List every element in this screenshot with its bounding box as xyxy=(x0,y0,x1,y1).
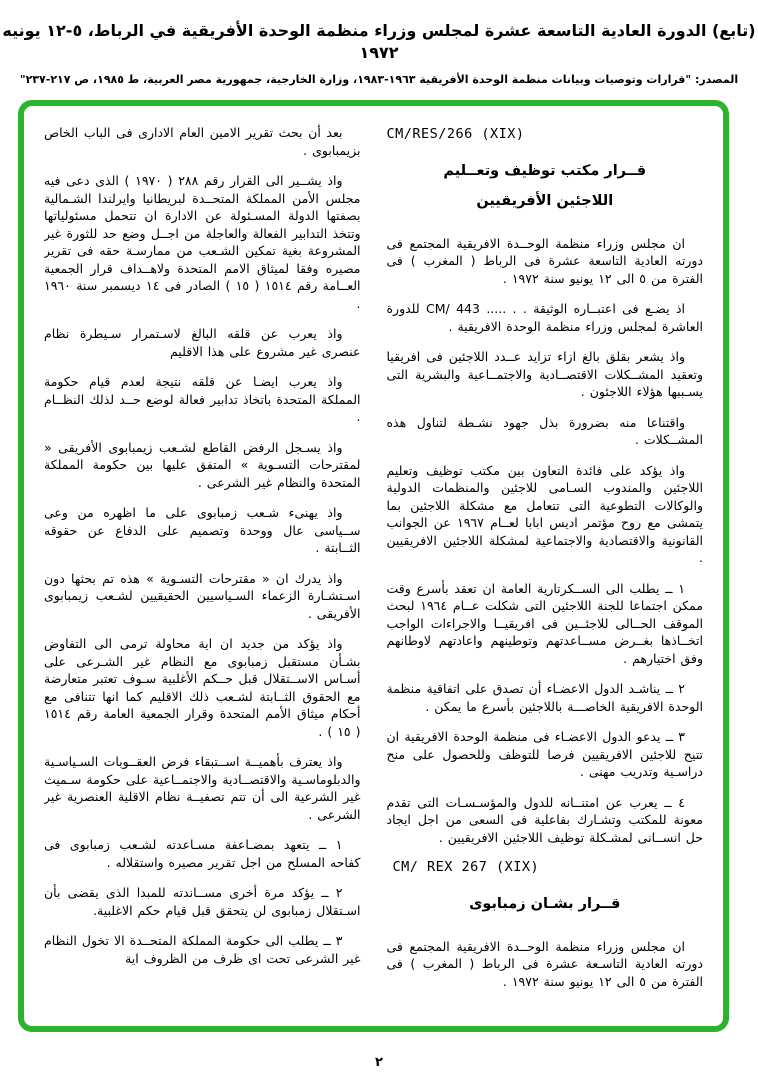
resolution-title-1 xyxy=(387,156,704,217)
resolution-title-1-line2: اللاجئين الأفريقيين xyxy=(476,193,614,210)
resolution-title-2 xyxy=(387,889,704,919)
paragraph: واذ يهنىء شـعب زمبابوى على ما اظهره من وعى ســياسى عال ووحدة وتصميم على الدفاع عن حقوقه الثــابتة . xyxy=(44,505,361,555)
paragraph: اذ يضـع فى اعتبــاره الوثيقة . . ..... CM/ 443 للدورة العاشرة لمجلس وزراء منظمة الوحدة الافريقية . xyxy=(386,301,703,334)
paragraph: ٢ ــ يناشـد الدول الاعضـاء أن تصدق على اتفاقية منظمة الوحدة الافريقية الخاصـــة باللاجئين بأسرع ما يمكن . xyxy=(386,681,703,714)
paragraph: ان مجلس وزراء منظمة الوحــدة الافريقية المجتمع فى دورته العادية التاسعة عشرة فى الرباط ( المغرب ) فى الفترة من ٥ الى ١٢ يونيو سنة ١٩٧٢ . xyxy=(386,235,703,286)
paragraph: واذ يدرك ان « مقترحات التسـوية » هذه تم بحثها دون اسـتشـارة الزعماء السـياسيين الحقيقيين لشـعب زيمبابوى الأفريقى . xyxy=(44,570,361,621)
resolution-title-1-line1: قــرار مكتب توظيف وتعــليم xyxy=(443,163,647,179)
column-right xyxy=(387,124,704,1014)
paragraph: ٣ ــ يطلب الى حكومة المملكة المتحــدة الا تخول النظام غير الشرعى تحت اى ظرف من الظروف اية xyxy=(44,933,361,966)
paragraph: ١ ــ يتعهد بمضـاعفة مسـاعدته لشـعب زمبابوى فى كفاحه المسلح من اجل تقرير مصيره واستقلاله . xyxy=(44,837,361,870)
source-citation: المصدر: "قرارات وتوصيات وبيانات منظمة الوحدة الأفريقية ١٩٦٣-١٩٨٣، وزارة الخارجية، جمهورية مصر العربية، ط ١٩٨٥، ص ٢١٧-٢٣٧" xyxy=(19,72,739,86)
page-number: ٢ xyxy=(375,1055,383,1070)
resolution-ref-1: CM/RES/266 (XIX) xyxy=(386,126,525,142)
document-frame xyxy=(18,100,729,1032)
paragraph: واذ يشعر بقلق بالغ ازاء تزايد عــدد اللاجئين فى افريقيا وتعقيد المشــكلات الاقتصــادية والاجتمــاعية والبشرية التى يسـببها هؤلاء اللاجئون . xyxy=(386,349,703,400)
paragraph: واذ يؤكد على فائدة التعاون بين مكتب توظيف وتعليم اللاجئين والمندوب السـامى للاجئين والمنظمات الدولية والوكالات التطوعية التى تتعامل مع مشكلة اللاجئين بما يتمشى مع روح مؤتمر اديس ابابا لعــام ١٩٦٧ عن الجوانب القانونية والاقتصادية والاجتماعية لمشكلة اللاجئين الافريقيين . xyxy=(386,462,703,566)
paragraph: واذ يعترف بأهميــة اســتبقاء فرض العقــوبات السـياسـية والدبلوماسـية والاقتصــادية والاجتمــاعية على حكومة سـميث غير الشرعية الى أن تتم تصفيــة نظام الاقلية العنصرية غير الشرعى . xyxy=(44,754,361,822)
paragraph: ١ ــ يطلب الى الســكرتارية العامة ان تعقد بأسرع وقت ممكن اجتماعا للجنة اللاجئين التى شكلت عــام ١٩٦٤ لبحث الموقف الحــالى للاجئــين فى افريقيــا والاجراءات الواجب اتخــاذها بغــرض مســاعدتهم وتوطينهم واعادتهم لاوطانهم وفق اختيارهم . xyxy=(386,580,703,666)
paragraph: بعد أن بحث تقرير الامين العام الادارى فى الباب الخاص بزيمبابوى . xyxy=(44,125,361,158)
session-title: (تابع) الدورة العادية التاسعة عشرة لمجلس وزراء منظمة الوحدة الأفريقية في الرباط، ٥-١٢ يونيه ١٩٧٢ xyxy=(2,21,756,63)
resolution-ref-2: CM/ REX 267 (XIX) xyxy=(392,859,540,876)
paragraph: واذ يسـجل الرفض القاطع لشـعب زيمبابوى الأفريقى « لمقترحات التسـوية » المتفق عليها بين حكومة المملكة المتحدة والنظام غير الشرعى . xyxy=(44,439,361,490)
resolution-title-2-line1: قــرار بشـان زمبابوى xyxy=(469,896,621,913)
paragraph: واذ يعرب ايضـا عن قلقه نتيجة لعدم قيام حكومة المملكة المتحدة باتخاذ تدابير فعالة لوضع حــد لذلك النظــام . xyxy=(44,374,361,424)
paragraph: ٢ ــ يؤكد مرة أخرى مســاندته للمبدا الذى يقضى بأن اسـتقلال زمبابوى لن يتحقق قبل قيام حكم الاغلبية. xyxy=(44,885,361,918)
page-header xyxy=(0,0,758,86)
paragraph: واذ يؤكد من جديد ان اية محاولة ترمى الى التفاوض بشـأن مستقبل زمبابوى مع النظام غير الشـرعى على أسـاس الاســتقلال قبل حــكم الأغلبية سـوف تعتبر متعارضة مع الحقوق الثــابتة لشـعب ذلك الاقليم كما انها تتنافى مع أحكام ميثاق الأمم المتحدة وقرار الجمعية العامة رقم ١٥١٤ ( ١٥ ) . xyxy=(44,636,361,739)
paragraph: واذ يشــير الى القرار رقم ٢٨٨ ( ١٩٧٠ ) الذى دعى فيه مجلس الأمن المملكة المتحــدة لبريطانيا وايرلندا الشـمالية بصفتها الدولة المسـئولة عن الادارة ان تتحمل مسئولياتها وتتخذ التدابير الفعالة والعاجلة من اجــل وضع حد للثورة غير المشروعة بغية تمكين الشـعب من ممارسـة حقه فى تقرير مصيره وفقا لميثاق الامم المتحدة ولاهــداف قرار الجمعية العــامة رقم ١٥١٤ ( ١٥ ) الصادر فى ١٤ ديسمبر سنة ١٩٦٠ . xyxy=(44,173,361,311)
paragraph: ٤ ــ يعرب عن امتنــانه للدول والمؤسـسـات التى تقدم معونة للمكتب وتشـارك بفاعلية فى السعى من اجل ايجاد حل انســانى لمشـكلة توظيف اللاجئين الافريقيين . xyxy=(386,794,703,845)
paragraph: ان مجلس وزراء منظمة الوحــدة الافريقية المجتمع فى دورته العادية التاسـعة عشرة فى الرباط ( المغرب ) فى الفترة من ٥ الى ١٢ يونيو سنة ١٩٧٢ . xyxy=(386,938,703,989)
paragraph: واقتناعا منه بضرورة بذل جهود نشـطة لتناول هذه المشــكلات . xyxy=(386,414,703,448)
paragraph: ٣ ــ يدعو الدول الاعضـاء فى منظمة الوحدة الافريقية ان تتيح للاجئين الافريقيين فرصا للتوظف وللحصول على منح دراسـية وتدريب مهنى . xyxy=(386,729,703,780)
column-left xyxy=(44,124,361,1014)
paragraph: واذ يعرب عن قلقه البالغ لاسـتمرار سـيطرة نظام عنصرى غير مشروع على هذا الاقليم xyxy=(44,326,361,359)
